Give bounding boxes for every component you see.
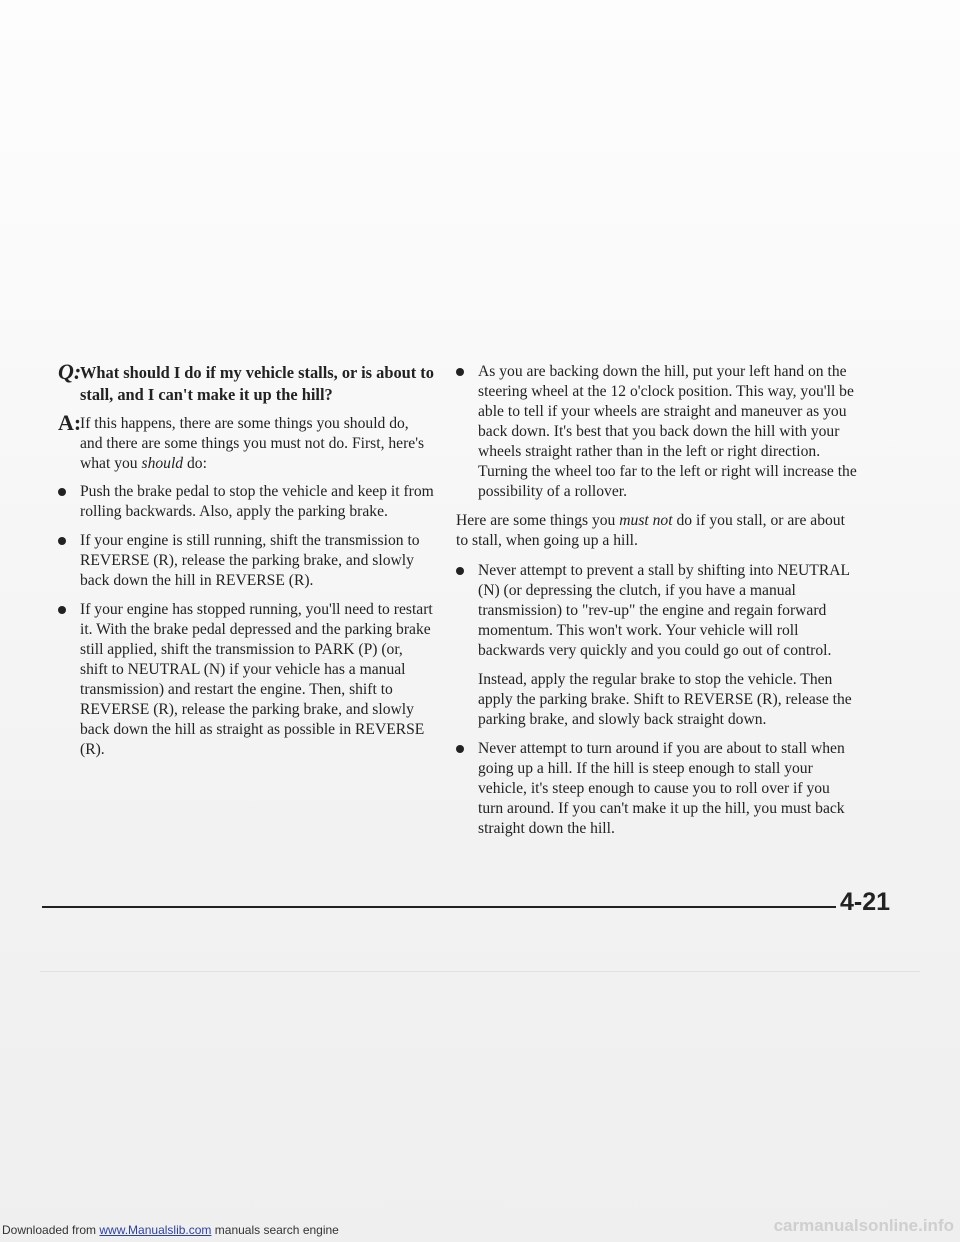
list-item [456,362,858,502]
must-not-intro: Here are some things you must not do if you stall, or are about to stall, when going up a hill. [456,512,845,549]
bullet-icon [58,488,66,496]
answer-mark: A: [58,410,82,435]
footer-rule [42,906,836,908]
list-item-text: Never attempt to prevent a stall by shifting into NEUTRAL (N) (or depressing the clutch, if you have a manual transmission) to "rev-up" the engine and regain forward momentum. This won't work. Your vehicle will roll backwards very quickly and you could go out of control. [478,562,850,659]
answer-emphasis: should [141,455,184,472]
list-item-text: Never attempt to turn around if you are about to stall when going up a hill. If the hill is steep enough to stall your vehicle, it's steep enough to cause you to roll over if you turn around. If you can't make it up the hill, you must back straight down the hill. [478,740,845,837]
list-item-text: Push the brake pedal to stop the vehicle and keep it from rolling backwards. Also, apply the parking brake. [80,483,434,520]
list-item [58,600,434,760]
download-footer: Downloaded from www.Manualslib.com manuals search engine [2,1223,339,1237]
list-item [58,482,434,522]
question-block [58,359,434,406]
bullet-icon [456,567,464,575]
must-not-emphasis: must not [619,512,673,529]
answer-block [58,410,434,474]
question-mark: Q: [58,359,82,384]
right-column [456,362,858,848]
left-column [58,359,434,769]
list-item-text: If your engine has stopped running, you'll need to restart it. With the brake pedal depressed and the parking brake still applied, shift the transmission to PARK (P) (or, shift to NEUTRAL (N) if your vehicle has a manual transmission) and restart the engine. Then, shift to REVERSE (R), release the parking brake, and slowly back down the hill as straight as possible in REVERSE (R). [80,601,433,758]
manualslib-link[interactable]: www.Manualslib.com [99,1223,212,1237]
bullet-icon [58,606,66,614]
question-text: What should I do if my vehicle stalls, or is about to stall, and I can't make it up the hill? [80,363,434,404]
scan-edge-line [40,971,920,972]
list-item [58,531,434,591]
answer-text: If this happens, there are some things you should do, and there are some things you must not do. First, here's what you should do: [80,415,425,472]
bullet-icon [456,368,464,376]
list-item-text: If your engine is still running, shift the transmission to REVERSE (R), release the parking brake, and slowly back down the hill in REVERSE (R). [80,532,420,589]
list-item-text: As you are backing down the hill, put your left hand on the steering wheel at the 12 o'clock position. This way, you'll be able to tell if your wheels are straight and maneuver as you back down. It's best that you back down the hill with your wheels straight rather than in the left or right direction. Turning the wheel too far to the left or right will increase the possibility of a rollover. [478,363,857,500]
list-item-followup: Instead, apply the regular brake to stop the vehicle. Then apply the parking brake. Shift to REVERSE (R), release the parking brake, and slowly back straight down. [478,671,852,728]
page-number: 4-21 [840,888,891,916]
bullet-icon [58,537,66,545]
list-item [456,739,858,839]
bullet-icon [456,745,464,753]
watermark-logo: carmanualsonline.info [773,1216,954,1235]
list-item [456,561,858,661]
